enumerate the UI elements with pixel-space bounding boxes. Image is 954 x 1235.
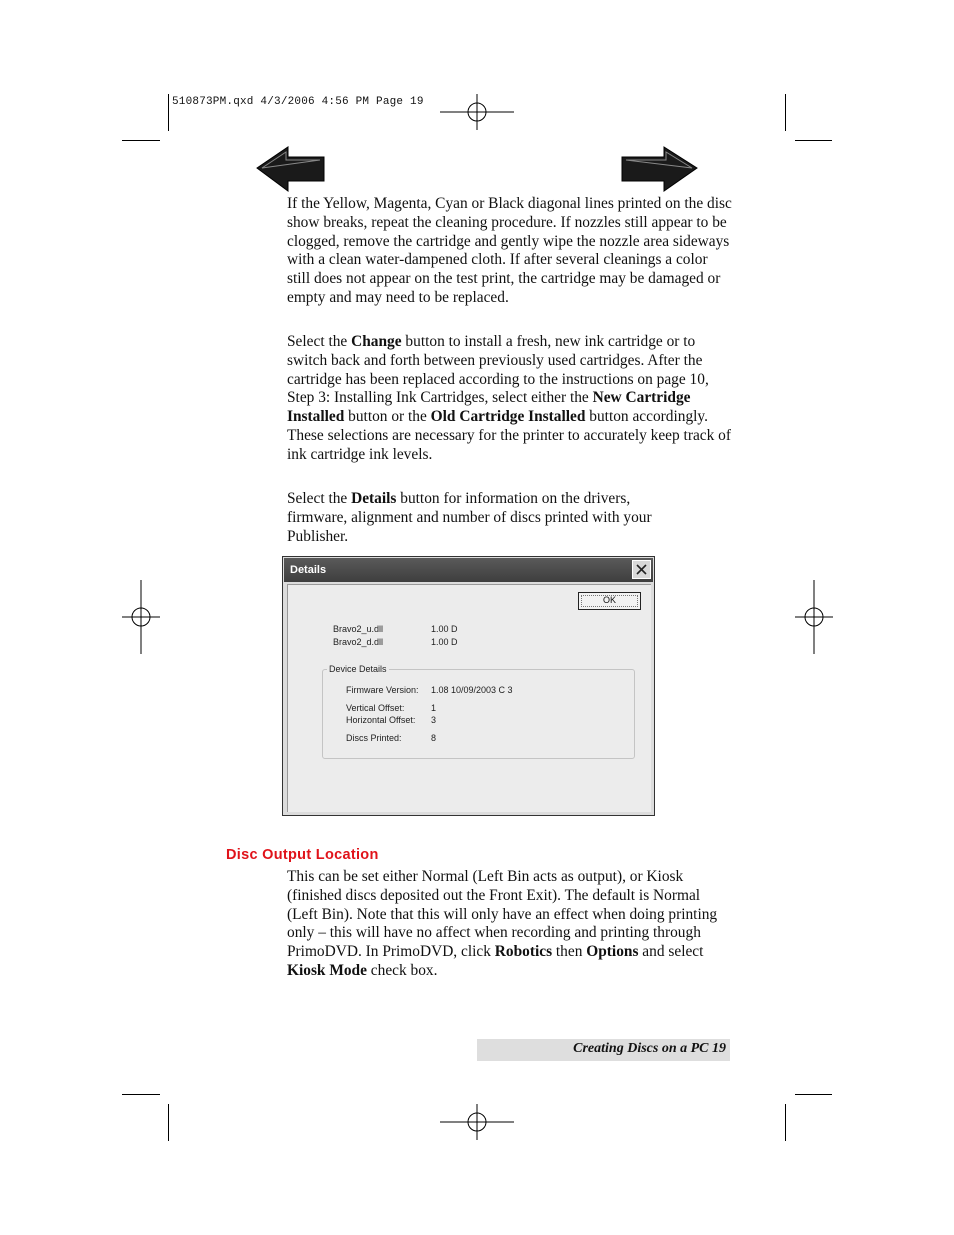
text-run: check box. [366, 961, 438, 979]
registration-mark-left-icon [121, 579, 161, 655]
text-run: button for information on the drivers, firmware, alignment and number of discs printed with your Publisher. [287, 490, 652, 545]
bold-old-cartridge: Old Cartridge Installed [430, 408, 586, 426]
crop-mark [795, 1094, 832, 1095]
crop-mark [168, 1104, 169, 1141]
bold-kiosk-mode: Kiosk Mode [287, 961, 367, 979]
crop-mark [795, 140, 832, 141]
driver-file-version: 1.00 D [431, 637, 458, 647]
right-arrow-icon[interactable] [620, 145, 700, 193]
registration-mark-right-icon [794, 579, 834, 655]
close-icon [633, 561, 650, 578]
text-run: This can be set either Normal (Left Bin acts as output), or Kiosk (finished discs deposited out the Front Exit). The default is Normal (Left Bin). Note that this will only have an effect when doing printing only – this will have no affect when recording and printing through PrimoDVD. In PrimoDVD, click [287, 868, 718, 961]
section-heading: Disc Output Location [226, 847, 379, 863]
page-footer [477, 1039, 730, 1061]
crop-mark [785, 1104, 786, 1141]
registration-mark-bottom-icon [438, 1102, 516, 1142]
device-details-label: Device Details [329, 664, 387, 674]
paragraph-details [287, 490, 687, 546]
crop-mark [168, 94, 169, 131]
discs-printed-label: Discs Printed: [346, 733, 402, 743]
text-run: Select the [287, 490, 352, 507]
bold-details: Details [351, 490, 397, 507]
firmware-label: Firmware Version: [346, 685, 419, 695]
bold-options: Options [586, 943, 639, 961]
bold-change: Change [351, 333, 402, 350]
text-run: then [552, 943, 587, 961]
close-button[interactable] [632, 560, 651, 579]
crop-mark [122, 140, 160, 141]
registration-mark-top-icon [438, 92, 516, 132]
vertical-offset-value: 1 [431, 703, 437, 713]
device-details-group [322, 669, 635, 759]
dialog-title-bar [284, 558, 653, 582]
vertical-offset-label: Vertical Offset: [346, 703, 405, 713]
crop-mark [785, 94, 786, 131]
footer-text: Creating Discs on a PC 19 [573, 1041, 726, 1056]
text-run: button or the [344, 408, 431, 426]
text-run: and select [638, 943, 704, 961]
text-run: button to install a fresh, new ink cartridge or to switch back and forth between previously used cartridges. After the cartridge has been replaced according to the instructions on page 10, Step 3: Installing Ink Cartridges, select either the [287, 333, 709, 407]
ok-button[interactable]: OK [578, 592, 641, 610]
driver-file-name: Bravo2_d.dll [333, 637, 384, 647]
paragraph-disc-output [287, 868, 732, 981]
discs-printed-value: 8 [431, 733, 437, 743]
bold-robotics: Robotics [494, 943, 553, 961]
firmware-value: 1.08 10/09/2003 C 3 [431, 685, 513, 695]
driver-file-name: Bravo2_u.dll [333, 624, 384, 634]
slug-line: 510873PM.qxd 4/3/2006 4:56 PM Page 19 [172, 96, 424, 108]
text-run: button accordingly. These selections are necessary for the printer to accurately keep track of ink cartridge ink levels. [287, 408, 731, 463]
horizontal-offset-label: Horizontal Offset: [346, 715, 416, 725]
dialog-title: Details [290, 564, 327, 576]
text-run: Select the [287, 333, 352, 350]
driver-file-version: 1.00 D [431, 624, 458, 634]
horizontal-offset-value: 3 [431, 715, 437, 725]
bold-new-cartridge: New Cartridge Installed [287, 389, 691, 426]
paragraph-nozzle-cleaning: If the Yellow, Magenta, Cyan or Black diagonal lines printed on the disc show breaks, repeat the cleaning procedure. If nozzles still appear to be clogged, remove the cartridge and gently wipe the nozzle area sideways with a clean water-dampened cloth. If after several cleanings a color still does not appear on the test print, the cartridge may be damaged or empty and may need to be replaced. [287, 195, 732, 306]
paragraph-change-cartridge [287, 333, 732, 465]
crop-mark [122, 1094, 160, 1095]
left-arrow-icon[interactable] [254, 145, 328, 193]
